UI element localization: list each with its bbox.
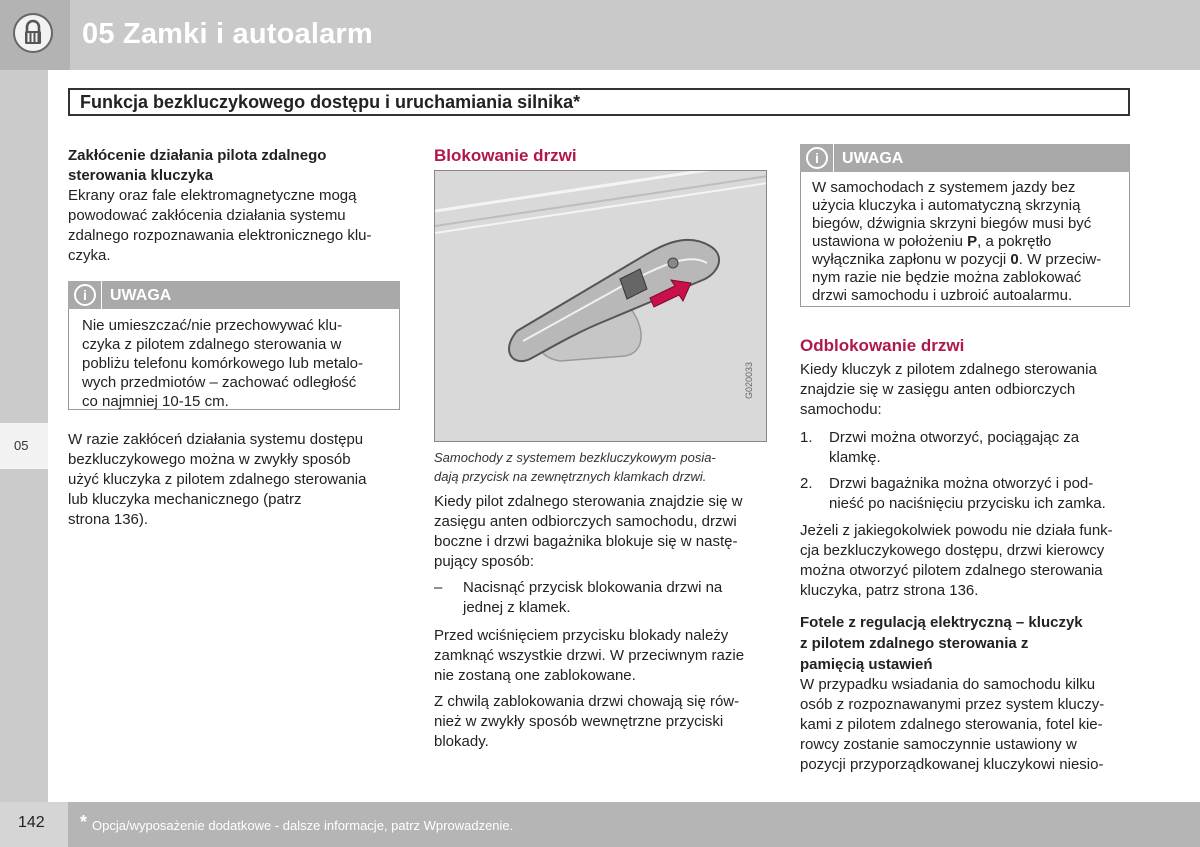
col3-heading: Odblokowanie drzwi: [800, 336, 965, 355]
col1-heading-line1: Zakłócenie działania pilota zdalnego: [68, 147, 327, 164]
col3-heading2-line: Fotele z regulacją elektryczną – kluczyk: [800, 614, 1083, 631]
col3-para2-line: można otworzyć pilotem zdalnego sterowania: [800, 562, 1103, 579]
col3-list-item-line: nieść po naciśnięciu przycisku ich zamka.: [829, 495, 1106, 512]
col2-bullet-dash: –: [434, 579, 443, 596]
col2-bullet-line: jednej z klamek.: [463, 599, 571, 616]
col1-para2-line: użyć kluczyka z pilotem zdalnego sterowania: [68, 471, 367, 488]
col1-para1-line: czyka.: [68, 247, 111, 264]
col3-para2-line: cja bezkluczykowego dostępu, drzwi kierowcy: [800, 542, 1105, 559]
info-icon: i: [806, 147, 828, 169]
warning-text: ustawiona w położeniu: [812, 233, 968, 250]
warning-text: wyłącznika zapłonu w pozycji: [812, 251, 1011, 268]
col2-para1-line: boczne i drzwi bagażnika blokuje się w nastę-: [434, 533, 738, 550]
col1-warning-line: czyka z pilotem zdalnego sterowania w: [82, 336, 342, 353]
col2-caption-line: Samochody z systemem bezkluczykowym posia-: [434, 450, 716, 465]
col2-para3-line: blokady.: [434, 733, 489, 750]
col1-heading-line2: sterowania kluczyka: [68, 167, 214, 184]
col1-para1-line: powodować zakłócenia działania systemu: [68, 207, 346, 224]
padlock-icon: [13, 13, 53, 53]
col1-warning-line: co najmniej 10-15 cm.: [82, 393, 229, 410]
col3-warning-line: drzwi samochodu i uzbroić autoalarmu.: [812, 287, 1073, 304]
col3-warning-line: użycia kluczyka i automatyczną skrzynią: [812, 197, 1081, 214]
col3-para2-line: kluczyka, patrz strona 136.: [800, 582, 979, 599]
col3-para2-line: Jeżeli z jakiegokolwiek powodu nie działa funk-: [800, 522, 1113, 539]
chapter-title: 05 Zamki i autoalarm: [82, 18, 373, 50]
col3-para1-line: Kiedy kluczyk z pilotem zdalnego sterowania: [800, 361, 1097, 378]
col2-para2-line: nie zostaną one zablokowane.: [434, 667, 636, 684]
footer-note: Opcja/wyposażenie dodatkowe - dalsze informacje, patrz Wprowadzenie.: [92, 818, 514, 833]
col2-heading: Blokowanie drzwi: [434, 146, 577, 165]
col3-warning-label: UWAGA: [842, 150, 904, 167]
col1-para2-line: strona 136).: [68, 511, 149, 528]
col3-warning-line: [812, 232, 1051, 252]
col2-para1-line: pujący sposób:: [434, 553, 535, 570]
door-handle-figure: [434, 170, 767, 442]
warning-text: , a pokrętło: [977, 233, 1052, 250]
section-title: Funkcja bezkluczykowego dostępu i uruchamiania silnika*: [80, 92, 581, 112]
col2-para3-line: Z chwilą zablokowania drzwi chowają się rów-: [434, 693, 740, 710]
col3-para1-line: znajdzie się w zasięgu anten odbiorczych: [800, 381, 1076, 398]
col1-para2-line: bezkluczykowego można w zwykły sposób: [68, 451, 351, 468]
col1-para2-line: W razie zakłóceń działania systemu dostępu: [68, 431, 364, 448]
warning-separator: [101, 281, 102, 309]
col3-heading2-line: z pilotem zdalnego sterowania z: [800, 635, 1029, 652]
col3-warning-line: [812, 250, 1101, 270]
col3-list-item-line: klamkę.: [829, 449, 881, 466]
col3-list-number: 2.: [800, 475, 813, 492]
col3-para3-line: W przypadku wsiadania do samochodu kilku: [800, 676, 1096, 693]
col3-list-number: 1.: [800, 429, 813, 446]
chapter-side-tab-label: 05: [14, 438, 29, 453]
col3-para1-line: samochodu:: [800, 401, 882, 418]
col1-para2-line: lub kluczyka mechanicznego (patrz: [68, 491, 302, 508]
col2-para3-line: nież w zwykły sposób wewnętrzne przyciski: [434, 713, 724, 730]
col3-para3-line: pozycji przyporządkowanej kluczykowi niesio-: [800, 756, 1104, 773]
col3-para3-line: kami z pilotem zdalnego sterowania, fotel kie-: [800, 716, 1103, 733]
col2-caption-line: dają przycisk na zewnętrznych klamkach drzwi.: [434, 469, 707, 484]
col2-para2-line: zamknąć wszystkie drzwi. W przeciwnym razie: [434, 647, 745, 664]
figure-code: G020033: [744, 361, 754, 399]
col2-bullet-line: Nacisnąć przycisk blokowania drzwi na: [463, 579, 723, 596]
warning-separator: [833, 144, 834, 172]
col2-para1-line: zasięgu anten odbiorczych samochodu, drzwi: [434, 513, 737, 530]
footer-star: *: [80, 812, 88, 832]
info-icon: i: [74, 284, 96, 306]
col3-heading2-line: pamięcią ustawień: [800, 656, 933, 673]
col3-warning-line: W samochodach z systemem jazdy bez: [812, 179, 1076, 196]
col1-warning-line: Nie umieszczać/nie przechowywać klu-: [82, 317, 343, 334]
col1-para1-line: zdalnego rozpoznawania elektronicznego klu-: [68, 227, 372, 244]
col1-warning-line: pobliżu telefonu komórkowego lub metalo-: [82, 355, 363, 372]
col1-para1-line: Ekrany oraz fale elektromagnetyczne mogą: [68, 187, 357, 204]
col2-para1-line: Kiedy pilot zdalnego sterowania znajdzie się w: [434, 493, 743, 510]
gear-position-p: P: [967, 233, 978, 250]
col3-para3-line: rowcy zostanie samoczynnie ustawiony w: [800, 736, 1077, 753]
col3-warning-line: biegów, dźwignia skrzyni biegów musi być: [812, 215, 1092, 232]
col2-para2-line: Przed wciśnięciem przycisku blokady należy: [434, 627, 729, 644]
col3-warning-line: nym razie nie będzie można zablokować: [812, 269, 1082, 286]
warning-text: . W przeciw-: [1018, 251, 1102, 268]
page-number: 142: [18, 814, 45, 831]
col3-list-item-line: Drzwi bagażnika można otworzyć i pod-: [829, 475, 1094, 492]
ignition-position-0: 0: [1010, 251, 1019, 268]
col3-para3-line: osób z rozpoznawanymi przez system kluczy-: [800, 696, 1105, 713]
col3-list-item-line: Drzwi można otworzyć, pociągając za: [829, 429, 1080, 446]
col1-warning-line: wych przedmiotów – zachować odległość: [82, 374, 357, 391]
col1-warning-label: UWAGA: [110, 287, 172, 304]
